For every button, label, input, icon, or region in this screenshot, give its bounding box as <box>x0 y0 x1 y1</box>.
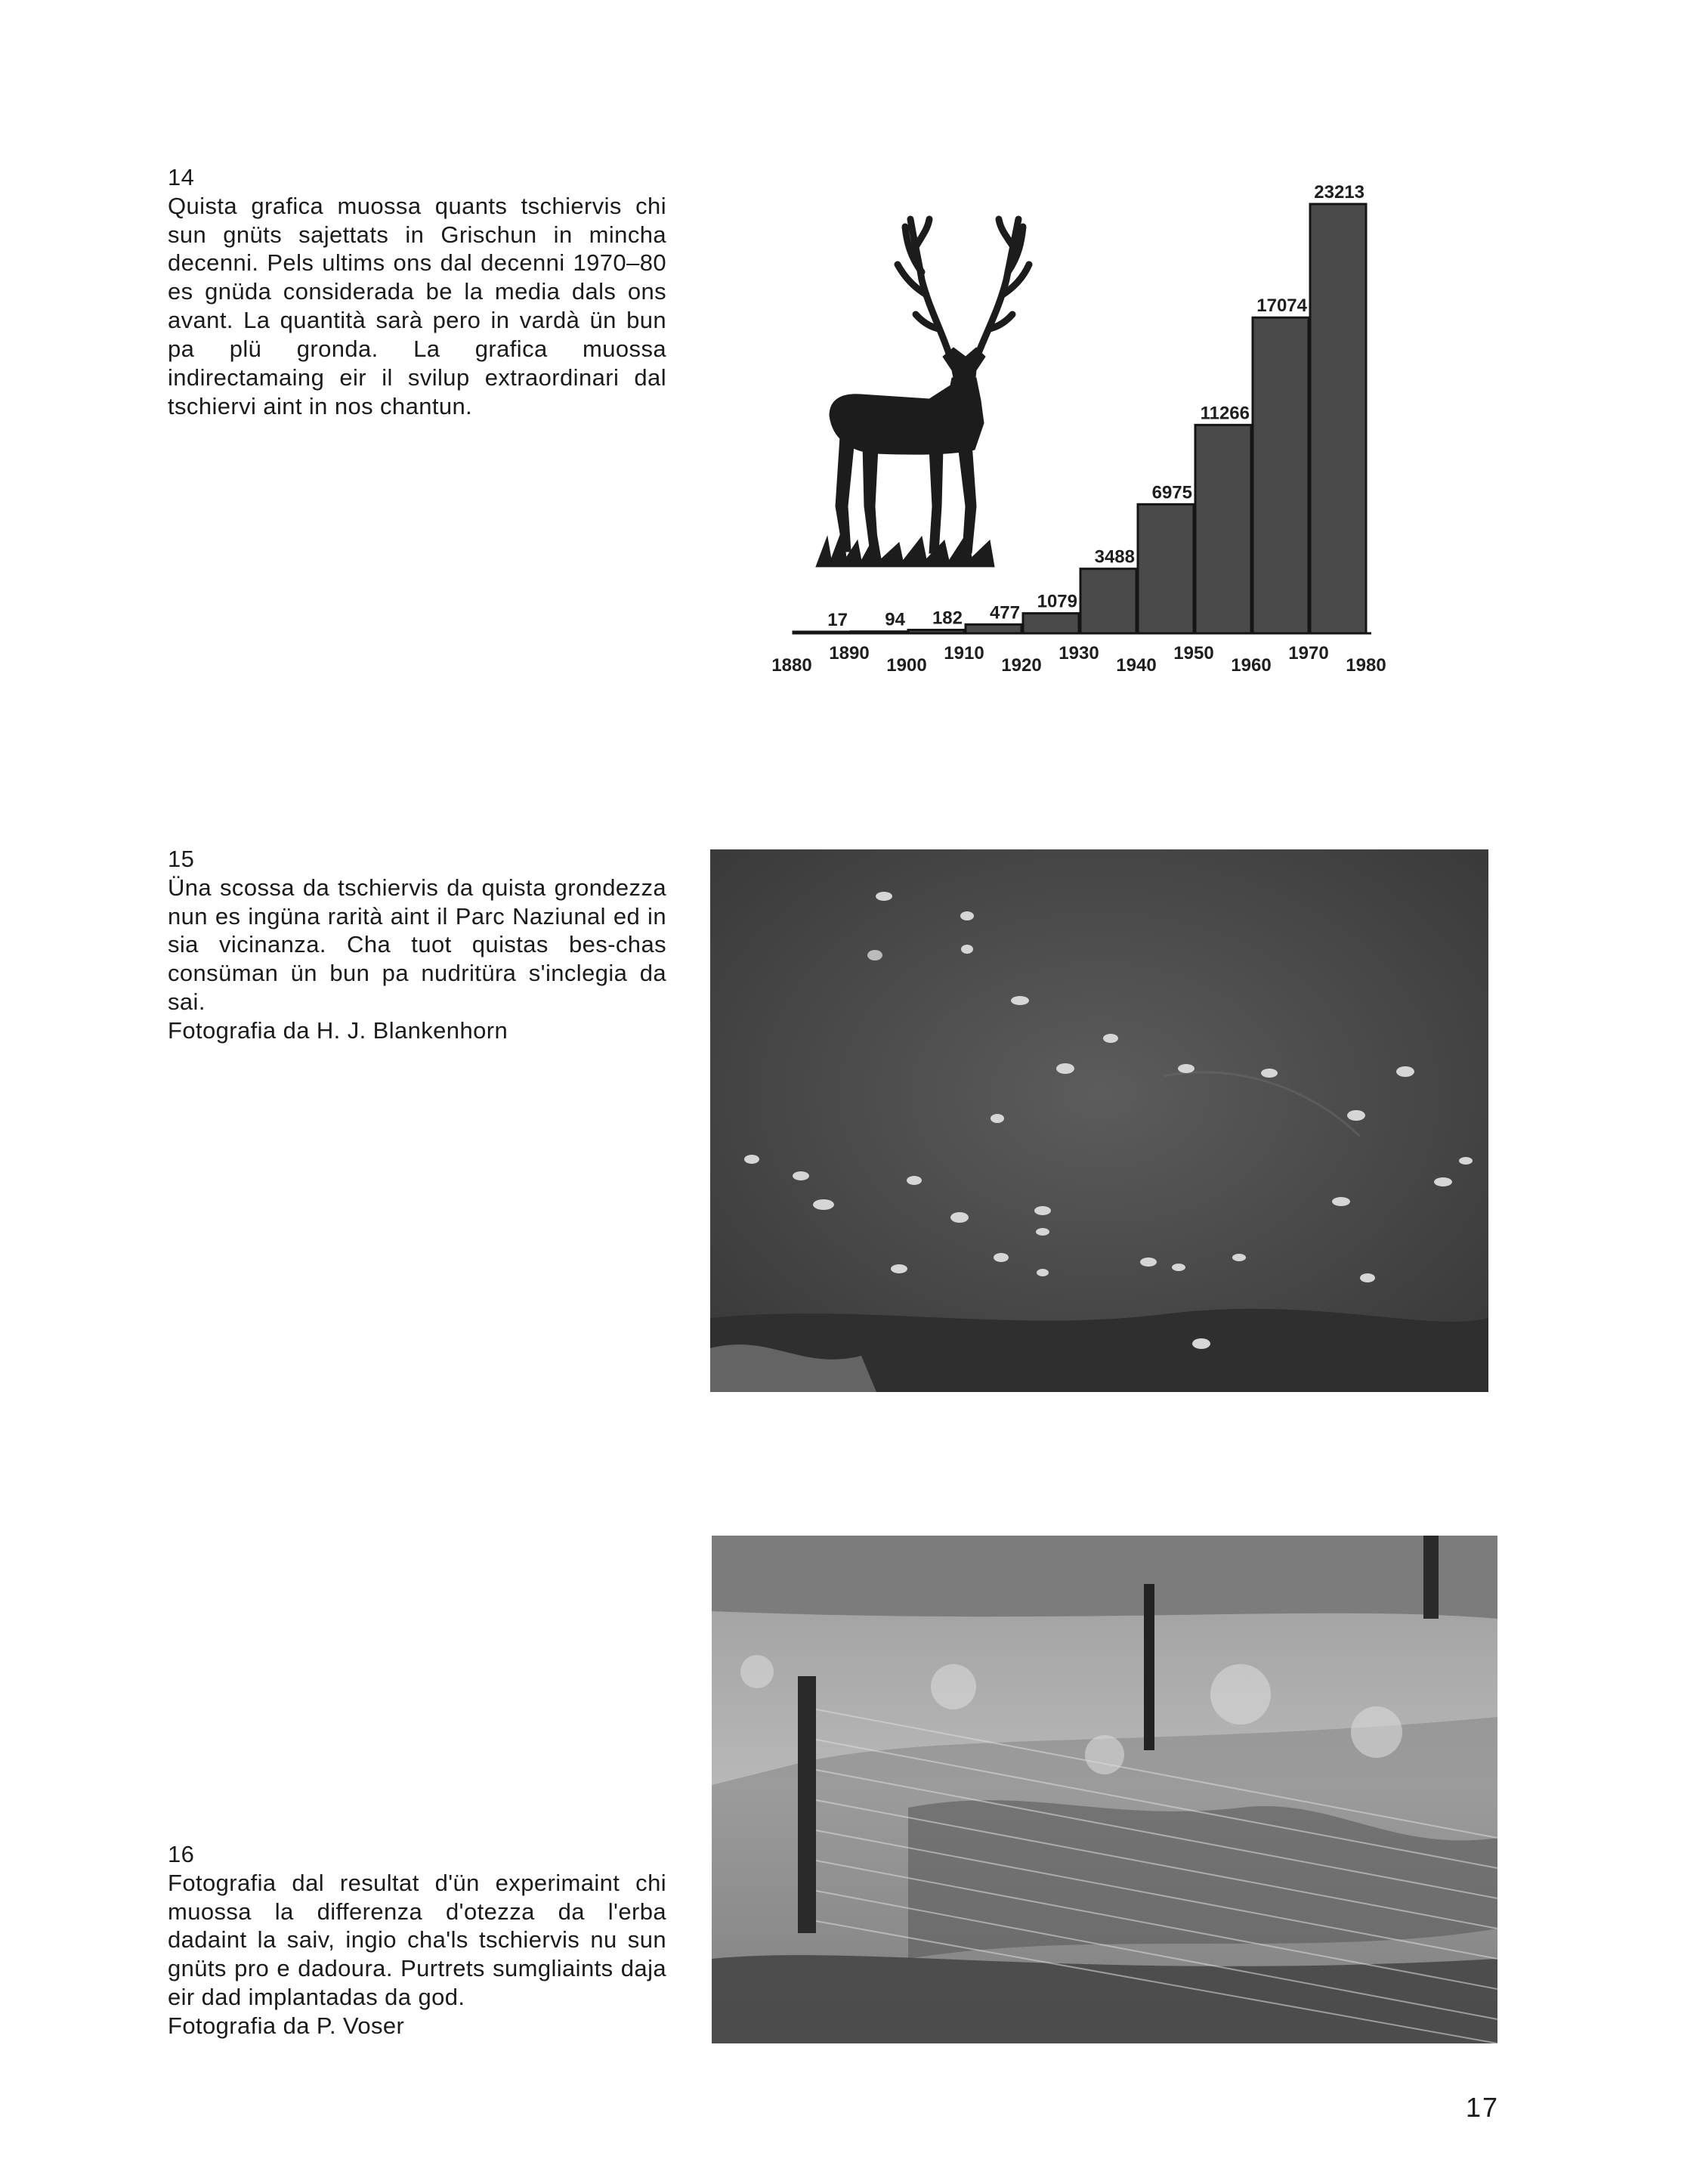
figure-number-15: 15 <box>168 846 195 872</box>
chart-value-label: 94 <box>885 609 905 630</box>
chart-bar <box>1310 204 1366 633</box>
chart-x-tick-label: 1960 <box>1231 655 1272 676</box>
photo-credit-15: Fotografia da H. J. Blankenhorn <box>168 1016 508 1044</box>
page-number: 17 <box>1466 2092 1500 2123</box>
chart-value-label: 182 <box>932 608 963 629</box>
deer-herd-photo <box>710 849 1488 1392</box>
chart-value-label: 3488 <box>1094 546 1135 568</box>
chart-x-tick-label: 1980 <box>1346 655 1386 676</box>
chart-value-label: 17074 <box>1256 295 1307 317</box>
figure-number-16: 16 <box>168 1841 195 1867</box>
fence-post <box>1423 1536 1439 1619</box>
chart-bar <box>1195 425 1251 633</box>
chart-x-tick-label: 1930 <box>1059 643 1099 664</box>
chart-value-label: 1079 <box>1037 591 1077 612</box>
chart-x-tick-label: 1920 <box>1001 655 1042 676</box>
chart-bar <box>966 624 1021 633</box>
chart-x-tick-label: 1950 <box>1173 643 1214 664</box>
chart-bar <box>1253 317 1309 633</box>
stag-silhouette-icon <box>816 219 1029 567</box>
figure-number-14: 14 <box>168 164 195 190</box>
chart-value-label: 477 <box>989 602 1020 623</box>
chart-x-tick-label: 1900 <box>886 655 927 676</box>
chart-x-tick-label: 1880 <box>771 655 812 676</box>
caption-text-14: Quista grafica muossa quants tschiervis chi sun gnüts sajettats in Grischun in mincha decenni. Pels ultims ons dal decenni 1970–80 es gnüda considerada be la media dals ons avant. La quantità sarà pero in vardà ün bun pa plü gronda. La grafica muossa indirectamaing eir il svilup extraordinari dal tschiervi aint in nos chantun. <box>168 192 666 419</box>
caption-fig16 <box>168 1840 666 2040</box>
chart-value-label: 23213 <box>1314 182 1364 203</box>
chart-x-tick-label: 1890 <box>829 643 870 664</box>
chart-bar <box>1080 569 1136 633</box>
chart-value-label: 6975 <box>1151 482 1192 503</box>
fence-post <box>798 1676 816 1933</box>
photo-credit-16: Fotografia da P. Voser <box>168 2012 405 2039</box>
chart-value-label: 11266 <box>1200 403 1250 424</box>
chart-x-tick-label: 1910 <box>944 643 984 664</box>
fenced-grass-photo <box>712 1536 1497 2043</box>
caption-fig15 <box>168 845 666 1045</box>
chart-x-tick-label: 1970 <box>1288 643 1329 664</box>
caption-fig14 <box>168 163 666 420</box>
caption-text-15: Üna scossa da tschiervis da quista grondezza nun es ingüna rarità aint il Parc Naziunal ed in sia vicinanza. Cha tuot quistas bes-chas consüman ün bun pa nudritüra s'inclegia da sai. <box>168 874 666 1016</box>
chart-bar <box>1138 504 1194 633</box>
caption-text-16: Fotografia dal resultat d'ün experimaint chi muossa la differenza d'otezza da l'erba dadaint la saiv, ingio cha'ls tschiervis nu sun gnüts pro e dadoura. Purtrets sumgliaints daja eir dad implantadas da god. <box>168 1869 666 2011</box>
deer-harvest-chart <box>703 159 1413 703</box>
chart-bar <box>1023 614 1079 633</box>
chart-value-label: 17 <box>827 610 848 630</box>
chart-x-tick-label: 1940 <box>1116 655 1157 676</box>
fence-post <box>1144 1584 1154 1750</box>
